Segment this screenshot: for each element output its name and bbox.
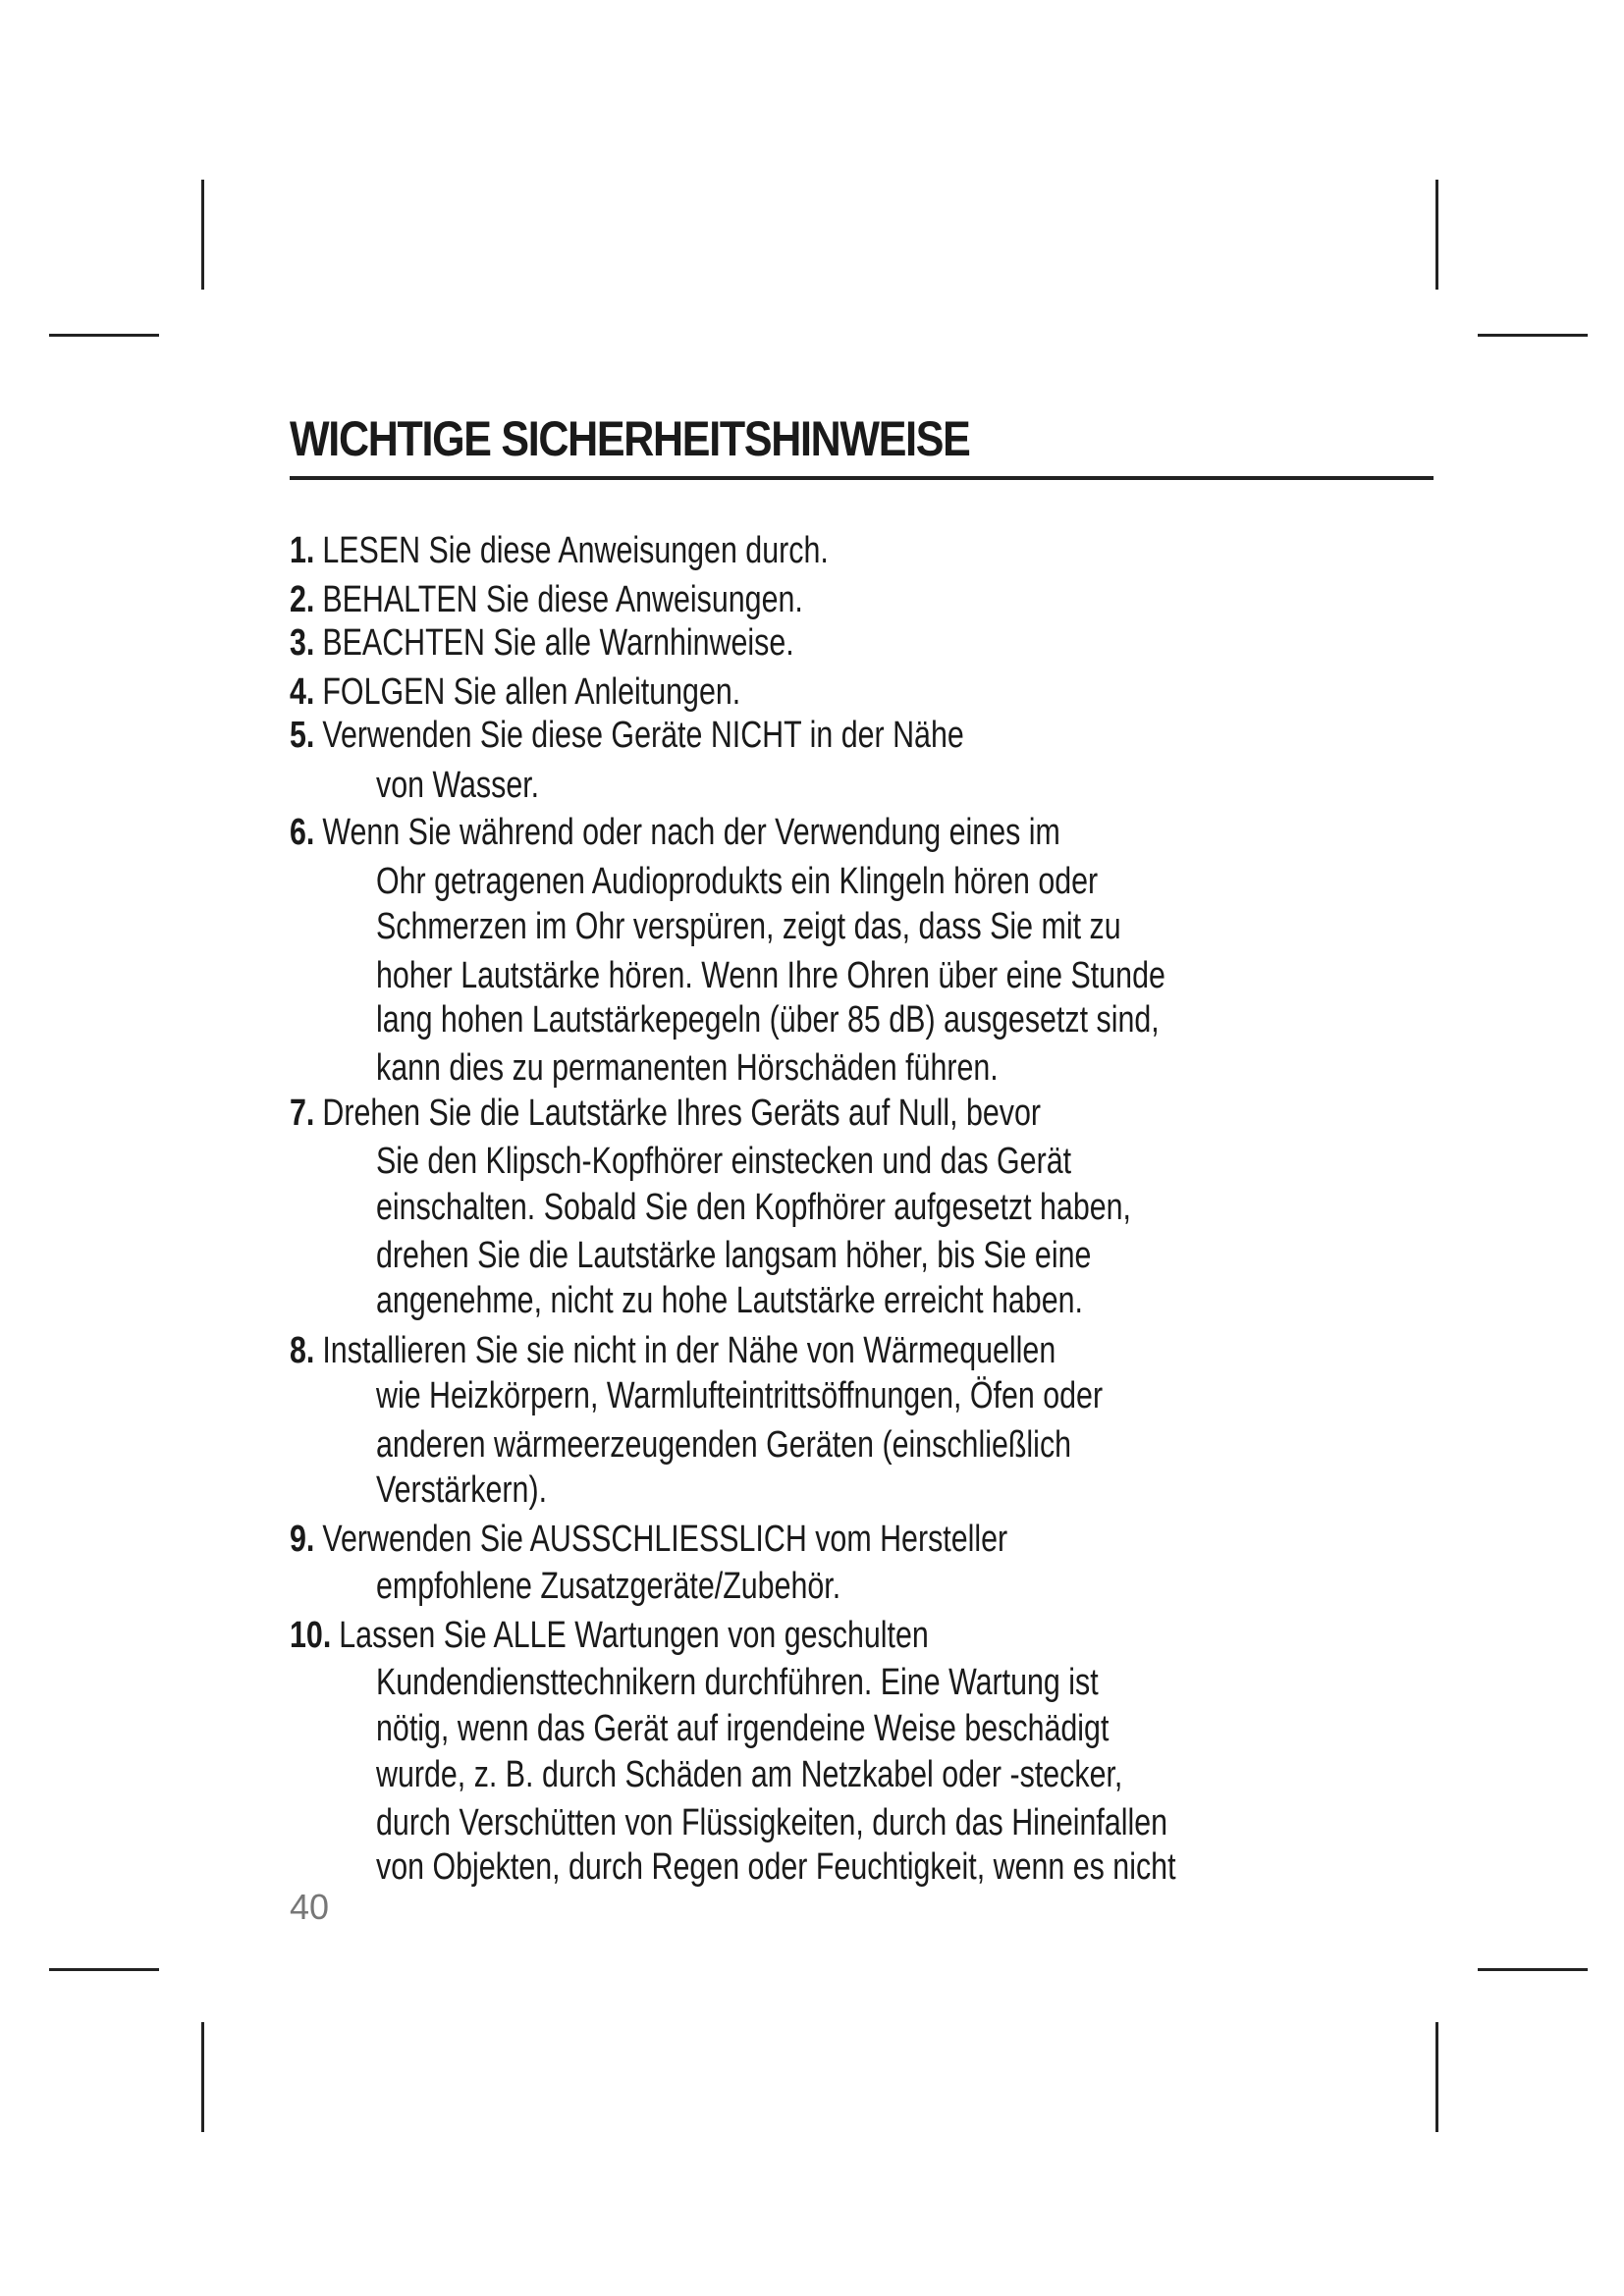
list-item	[290, 673, 740, 711]
list-item-continuation: Schmerzen im Ohr verspüren, zeigt das, dass Sie mit zu	[376, 906, 1121, 947]
list-item-continuation: wurde, z. B. durch Schäden am Netzkabel oder -stecker,	[376, 1754, 1123, 1795]
crop-mark	[49, 334, 159, 337]
list-item-text: Wenn Sie während oder nach der Verwendung eines im	[322, 812, 1060, 853]
list-item-text: LESEN Sie diese Anweisungen durch.	[322, 530, 829, 571]
list-item-number: 8.	[290, 1330, 315, 1371]
list-item-continuation: Ohr getragenen Audioprodukts ein Klingeln hören oder	[376, 861, 1099, 902]
list-item-continuation: durch Verschütten von Flüssigkeiten, durch das Hineinfallen	[376, 1802, 1168, 1843]
list-item-number: 7.	[290, 1093, 315, 1134]
list-item-continuation: von Wasser.	[376, 765, 540, 806]
list-item	[290, 532, 829, 569]
title-underline	[290, 476, 1434, 480]
list-item-continuation: kann dies zu permanenten Hörschäden führen.	[376, 1047, 999, 1089]
list-item-continuation: hoher Lautstärke hören. Wenn Ihre Ohren über eine Stunde	[376, 955, 1165, 996]
list-item	[290, 1332, 1056, 1369]
list-item	[290, 581, 803, 618]
list-item	[290, 717, 964, 754]
page-title: WICHTIGE SICHERHEITSHINWEISE	[290, 411, 970, 466]
crop-mark	[1478, 334, 1588, 337]
list-item-continuation: wie Heizkörpern, Warmlufteintrittsöffnungen, Öfen oder	[376, 1375, 1104, 1416]
list-item-continuation: drehen Sie die Lautstärke langsam höher, bis Sie eine	[376, 1235, 1092, 1276]
list-item-continuation: lang hohen Lautstärkepegeln (über 85 dB) ausgesetzt sind,	[376, 999, 1160, 1041]
crop-mark	[201, 2022, 204, 2132]
crop-mark	[201, 180, 204, 290]
list-item-text: FOLGEN Sie allen Anleitungen.	[322, 671, 741, 713]
list-item-continuation: angenehme, nicht zu hohe Lautstärke erreicht haben.	[376, 1280, 1083, 1321]
list-item-number: 1.	[290, 530, 315, 571]
list-item	[290, 1095, 1041, 1132]
list-item-continuation: Kundendiensttechnikern durchführen. Eine Wartung ist	[376, 1662, 1099, 1703]
list-item-text: BEHALTEN Sie diese Anweisungen.	[322, 579, 803, 620]
list-item-number: 10.	[290, 1615, 332, 1656]
crop-mark	[1435, 180, 1438, 290]
list-item	[290, 1521, 1007, 1558]
list-item	[290, 1617, 929, 1654]
list-item	[290, 624, 794, 662]
list-item-text: BEACHTEN Sie alle Warnhinweise.	[322, 622, 794, 664]
list-item-number: 5.	[290, 715, 315, 756]
list-item-continuation: anderen wärmeerzeugenden Geräten (einschließlich	[376, 1424, 1072, 1466]
list-item-number: 6.	[290, 812, 315, 853]
list-item-continuation: einschalten. Sobald Sie den Kopfhörer aufgesetzt haben,	[376, 1187, 1131, 1228]
list-item-number: 3.	[290, 622, 315, 664]
list-item-number: 9.	[290, 1519, 315, 1560]
list-item-continuation: Sie den Klipsch-Kopfhörer einstecken und das Gerät	[376, 1141, 1072, 1182]
list-item-number: 2.	[290, 579, 315, 620]
crop-mark	[1478, 1968, 1588, 1971]
list-item	[290, 814, 1060, 851]
list-item-text: Verwenden Sie AUSSCHLIESSLICH vom Hersteller	[322, 1519, 1008, 1560]
list-item-text: Verwenden Sie diese Geräte NICHT in der Nähe	[322, 715, 964, 756]
page-number: 40	[290, 1887, 330, 1927]
list-item-number: 4.	[290, 671, 315, 713]
crop-mark	[49, 1968, 159, 1971]
crop-mark	[1435, 2022, 1438, 2132]
list-item-text: Installieren Sie sie nicht in der Nähe von Wärmequellen	[322, 1330, 1056, 1371]
list-item-continuation: empfohlene Zusatzgeräte/Zubehör.	[376, 1566, 841, 1607]
list-item-text: Lassen Sie ALLE Wartungen von geschulten	[339, 1615, 929, 1656]
list-item-continuation: Verstärkern).	[376, 1469, 548, 1511]
list-item-continuation: nötig, wenn das Gerät auf irgendeine Weise beschädigt	[376, 1708, 1110, 1749]
list-item-text: Drehen Sie die Lautstärke Ihres Geräts auf Null, bevor	[322, 1093, 1042, 1134]
list-item-continuation: von Objekten, durch Regen oder Feuchtigkeit, wenn es nicht	[376, 1846, 1176, 1888]
